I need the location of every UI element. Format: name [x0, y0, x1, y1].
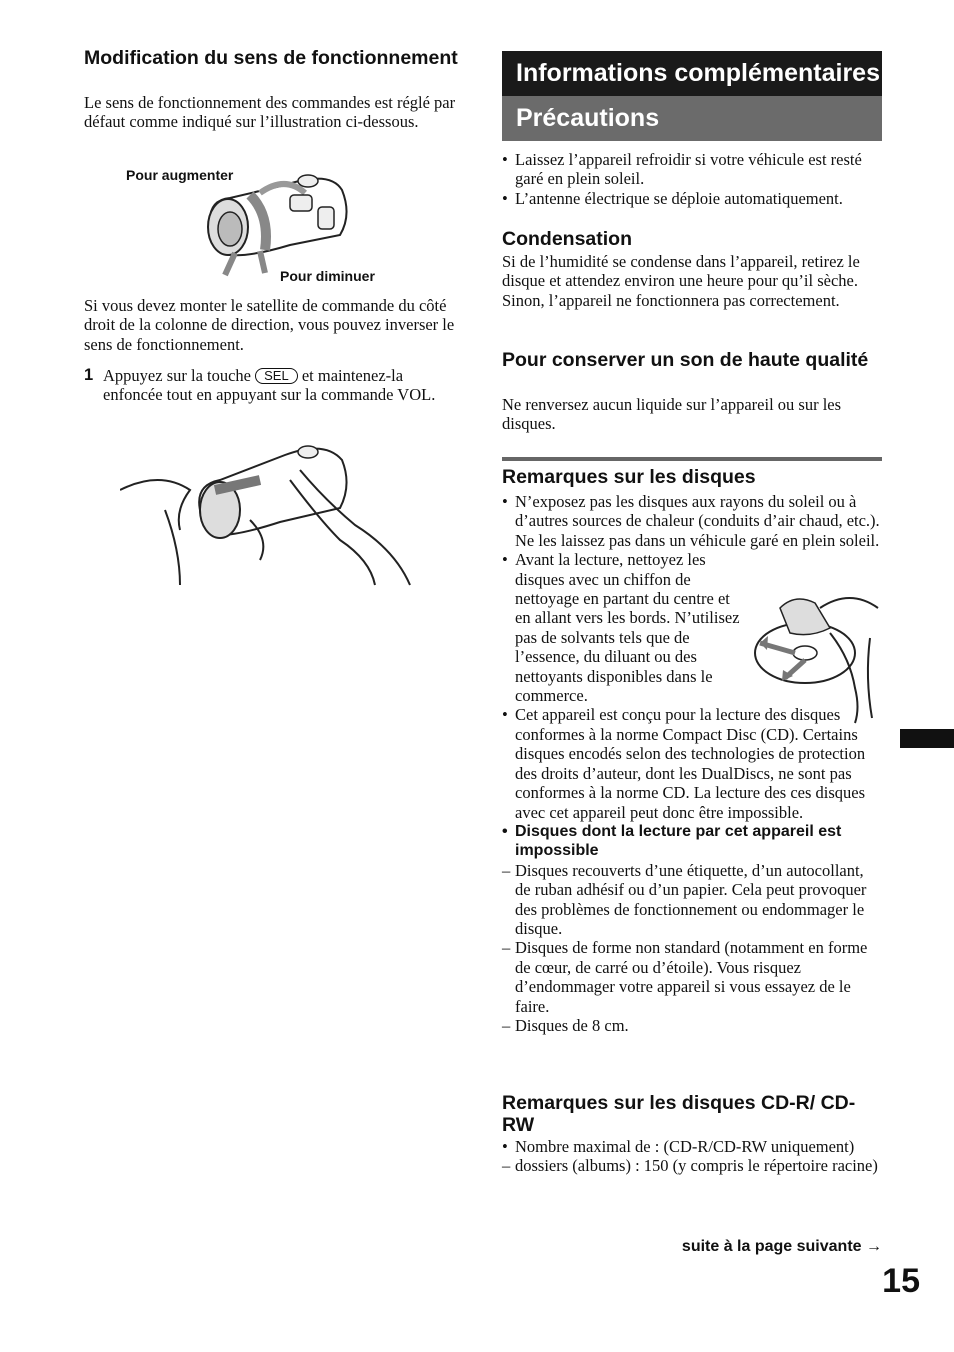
section-divider: [502, 457, 882, 461]
para-sound-quality: Ne renversez aucun liquide sur l’appareil ou sur les disques.: [502, 395, 842, 434]
list-item: [502, 1137, 882, 1176]
page-number: 15: [882, 1262, 920, 1300]
cdr-bullet-text: Nombre maximal de : (CD-R/CD-RW uniquement): [515, 1137, 855, 1156]
sel-key: SEL: [255, 368, 298, 384]
hand-pressing-illustration: [120, 440, 415, 590]
list-item-unplayable: [502, 822, 882, 1035]
disc-bullets: [502, 492, 882, 1035]
unplayable-list: [502, 861, 882, 1036]
disc-cleaning-illustration: [750, 578, 882, 724]
list-item: – Disques recouverts d’une étiquette, d’un autocollant, de ruban adhésif ou d’un papier. Cela peut provoquer des problèmes de fonctionnement ou endommager le disque.: [502, 861, 882, 939]
rotary-commander-illustration: [190, 165, 360, 285]
unplayable-heading: Disques dont la lecture par cet appareil est impossible: [515, 822, 842, 860]
step-number: 1: [84, 366, 94, 384]
continue-next-page: suite à la page suivante →: [681, 1238, 882, 1255]
step-1: [84, 366, 464, 405]
list-item: • Avant la lecture, nettoyez les disques avec un chiffon de nettoyage en partant du centre et en allant vers les bords. N’utilisez pas de solvants tels que de l’essence, du diluant ou des nettoyants disponibles dans le commerce.: [502, 550, 745, 705]
cdr-sub-list: [502, 1156, 882, 1175]
list-item: – dossiers (albums) : 150 (y compris le répertoire racine): [502, 1156, 882, 1175]
banner-title: Informations complémentaires: [502, 51, 882, 96]
heading-sound-quality: Pour conserver un son de haute qualité: [502, 349, 869, 371]
list-item: • Cet appareil est conçu pour la lecture des disques conformes à la norme Compact Disc (CD). Certains disques encodés selon des technologies de protection des droits d’auteur, dont les DualDiscs, ne sont pas conformes à la norme CD. La lecture des ces disques avec cet appareil peut donc être impossible.: [502, 705, 882, 821]
label-decrease: Pour diminuer: [280, 268, 375, 284]
para-condensation: Si de l’humidité se condense dans l’appareil, retirez le disque et attendez environ une heure pour qu’il sèche. Sinon, l’appareil ne fonctionnera pas correctement.: [502, 252, 860, 310]
step-text-before: Appuyez sur la touche: [103, 366, 251, 385]
para-default-direction: Le sens de fonctionnement des commandes est réglé par défaut comme indiqué sur l’illustration ci-dessous.: [84, 93, 456, 132]
list-item: – Disques de forme non standard (notamment en forme de cœur, de carré ou d’étoile). Vous risquez d’endommager votre appareil si vous essayez de le faire.: [502, 938, 882, 1016]
banner-subtitle: Précautions: [502, 96, 882, 141]
list-item: • L’antenne électrique se déploie automatiquement.: [502, 189, 882, 208]
heading-condensation: Condensation: [502, 228, 632, 250]
para-invert-direction: Si vous devez monter le satellite de commande du côté droit de la colonne de direction, vous pouvez inverser le sens de fonctionnement.: [84, 296, 455, 354]
heading-disc-notes: Remarques sur les disques: [502, 466, 756, 488]
intro-bullets: [502, 150, 882, 208]
list-item: – Disques de 8 cm.: [502, 1016, 882, 1035]
list-item: • N’exposez pas les disques aux rayons du soleil ou à d’autres sources de chaleur (conduits d’air chaud, etc.). Ne les laissez pas dans un véhicule garé en plein soleil.: [502, 492, 882, 550]
heading-cdr-notes: Remarques sur les disques CD-R/ CD-RW: [502, 1092, 856, 1136]
label-increase: Pour augmenter: [126, 167, 234, 183]
list-item: • Laissez l’appareil refroidir si votre véhicule est resté garé en plein soleil.: [502, 150, 882, 189]
step-text-after: et maintenez-la enfoncée tout en appuyant sur la commande VOL.: [103, 366, 436, 405]
cdr-bullets: [502, 1137, 882, 1176]
heading-direction: Modification du sens de fonctionnement: [84, 47, 458, 69]
section-tab-marker: [900, 729, 954, 748]
